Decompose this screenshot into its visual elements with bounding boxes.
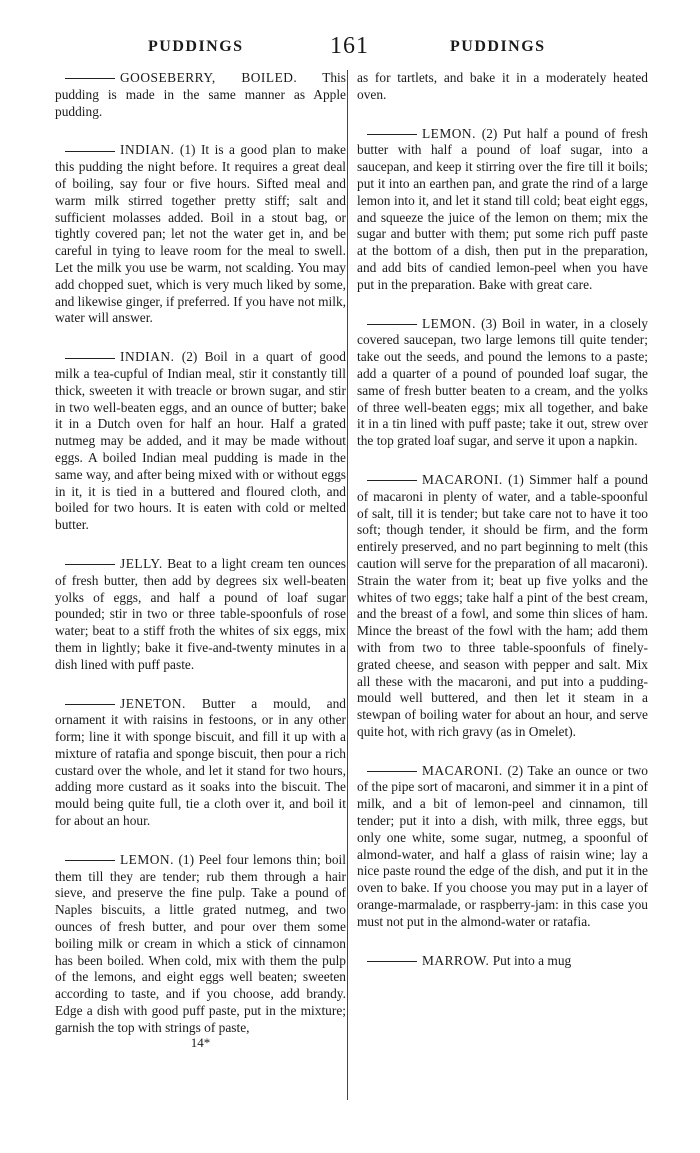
recipe-text: (1) Peel four lemons thin; boil them till they are tender; rub them through a hair sieve, and preserve the fine pulp. Take a pound of Naples biscuits, a little grated nutmeg, and two ounces of fresh butter, and pour over them some boiling milk or cream in which a stick of cinnamon has been boiled. When cold, mix with them the pulp of the lemons, and eight eggs well beaten; sweeten according to taste, and if you choose, add brandy. Edge a dish with good puff paste, put in the mixture; garnish the top with strings of paste,: [55, 851, 346, 1035]
recipe-text: (2) Take an ounce or two of the pipe sort of macaroni, and simmer it in a pint of milk, and a bit of lemon-peel and cinnamon, till tender; put it into a dish, with milk, three eggs, but only one white, some sugar, nutmeg, a spoonful of almond-water, and half a glass of raisin wine; lay a nice paste round the edge of the dish, and put it in the oven to bake. If you choose you may put in a layer of orange-marmalade, or raspberry-jam: in this case you must not put in the almond-water or ratafia.: [357, 762, 648, 929]
recipe-entry: [357, 316, 648, 450]
recipe-entry: [357, 472, 648, 741]
recipe-text: (2) Boil in a quart of good milk a tea-cupful of Indian meal, stir it constantly till thick, sweeten it with treacle or brown sugar, and stir in two well-beaten eggs, and an ounce of butter; bake it in a Dutch oven for half an hour. Half a grated nutmeg may be added, and it may be made without eggs. A boiled Indian meal pudding is made in the same way, and after being mixed with or without eggs in it, it is tied in a buttered and floured cloth, and boiled for two hours. It is eaten with cold or melted butter.: [55, 349, 346, 533]
dash-rule: [65, 704, 115, 705]
recipe-entry: [55, 70, 346, 120]
dash-rule: [367, 961, 417, 962]
left-column: [55, 70, 346, 1051]
recipe-entry: [357, 126, 648, 294]
dash-rule: [367, 480, 417, 481]
dash-rule: [65, 78, 115, 79]
dash-rule: [367, 324, 417, 325]
recipe-entry: [55, 696, 346, 830]
recipe-text: Put into a mug: [492, 952, 572, 968]
recipe-title: MARROW.: [422, 952, 490, 968]
recipe-entry: [55, 142, 346, 327]
recipe-text: This pudding is made in the same manner as Apple pudding.: [55, 70, 346, 119]
recipe-title: LEMON.: [422, 125, 476, 141]
dash-rule: [65, 151, 115, 152]
page-header: [0, 33, 700, 63]
recipe-text: (1) Simmer half a pound of macaroni in plenty of water, and a table-spoonful of salt, till it is tender; but take care not to have it too soft; though tender, it should be firm, and the form entirely preserved, and no part beginning to melt (this caution will serve for the preparation of all macaroni). Strain the water from it; beat up five yolks and the whites of two eggs; take half a pint of the best cream, and the breast of a fowl, and some thin slices of ham. Mince the breast of the fowl with the ham; add them with from two to three table-spoonfuls of finely-grated cheese, and season with pepper and salt. Mix all these with the macaroni, and put into a pudding-mould well buttered, and then let it steam in a stewpan of boiling water for about an hour, and serve quite hot, with rich gravy (as in Omelet).: [357, 471, 648, 739]
recipe-entry: [357, 763, 648, 931]
dash-rule: [65, 564, 115, 565]
recipe-entry: [55, 556, 346, 674]
dash-rule: [65, 860, 115, 861]
dash-rule: [367, 134, 417, 135]
recipe-text: Butter a mould, and ornament it with raisins in festoons, or in any other form; line it with sponge biscuit, and fill it up with a mixture of ratafia and sponge biscuit, then pour a rich custard over the whole, and let it stand for two hours, adding more custard as it soaks into the biscuit. The mould being quite full, tie a cloth over it, and boil it for about an hour.: [55, 695, 346, 829]
recipe-title: LEMON.: [422, 315, 476, 331]
recipe-title: MACARONI.: [422, 762, 503, 778]
column-divider: [347, 70, 348, 1100]
recipe-title: MACARONI.: [422, 471, 503, 487]
page-number: 161: [330, 33, 369, 59]
signature-mark: 14*: [190, 1034, 211, 1050]
running-head-left: PUDDINGS: [148, 38, 244, 55]
dash-rule: [367, 771, 417, 772]
recipe-title: INDIAN.: [120, 349, 175, 365]
recipe-text: (3) Boil in water, in a closely covered saucepan, two large lemons till quite tender; take out the seeds, and pound the lemons to a paste; add a quarter of a pound of pounded loaf sugar, the same of fresh butter beaten to a cream, and the yolks of three well-beaten eggs; mix all together, and bake it in a tin lined with puff paste; take it out, strew over the top grated loaf sugar, and serve it upon a napkin.: [357, 315, 648, 449]
recipe-entry: [357, 953, 648, 970]
recipe-entry: [55, 852, 346, 1037]
recipe-title: GOOSEBERRY, BOILED.: [120, 70, 298, 85]
dash-rule: [65, 358, 115, 359]
continued-text: as for tartlets, and bake it in a moderately heated oven.: [357, 70, 648, 102]
recipe-title: JELLY.: [120, 555, 163, 571]
recipe-text: (2) Put half a pound of fresh butter with half a pound of loaf sugar, into a saucepan, and keep it stirring over the fire till it boils; put it into an earthen pan, and grate the rind of a large lemon into it, and let it stand till cold; beat eight eggs, and squeeze the juice of the lemon on them; mix the sugar and butter with them; put some rich puff paste at the bottom of a dish, then put in the preparation, and add bits of candied lemon-peel when you have put in the preparation. Bake with great care.: [357, 125, 648, 292]
recipe-text: Beat to a light cream ten ounces of fresh butter, then add by degrees six well-beaten yolks of eggs, and half a pound of loaf sugar pounded; stir in two or three table-spoonfuls of rose water; beat to a stiff froth the whites of six eggs, mix them in lightly; bake it five-and-twenty minutes in a dish lined with puff paste.: [55, 555, 346, 672]
recipe-entry: [55, 349, 346, 534]
recipe-title: JENETON.: [120, 695, 186, 711]
right-column: [357, 70, 648, 991]
recipe-title: LEMON.: [120, 851, 174, 867]
recipe-text: (1) It is a good plan to make this pudding the night before. It requires a great deal of boiling, say four or five hours. Sifted meal and warm milk stirred together pretty stiff; salt and sufficient molasses added. Boil in a stout bag, or tightly covered pan; let not the water get in, and be careful in tying to leave room for the meal to swell. Let the milk you use be warm, not scalding. You may add chopped suet, which is very much liked by some, and likewise ginger, if preferred. If you have not milk, water will answer.: [55, 142, 346, 326]
running-head-right: PUDDINGS: [450, 38, 546, 55]
recipe-title: INDIAN.: [120, 142, 175, 158]
